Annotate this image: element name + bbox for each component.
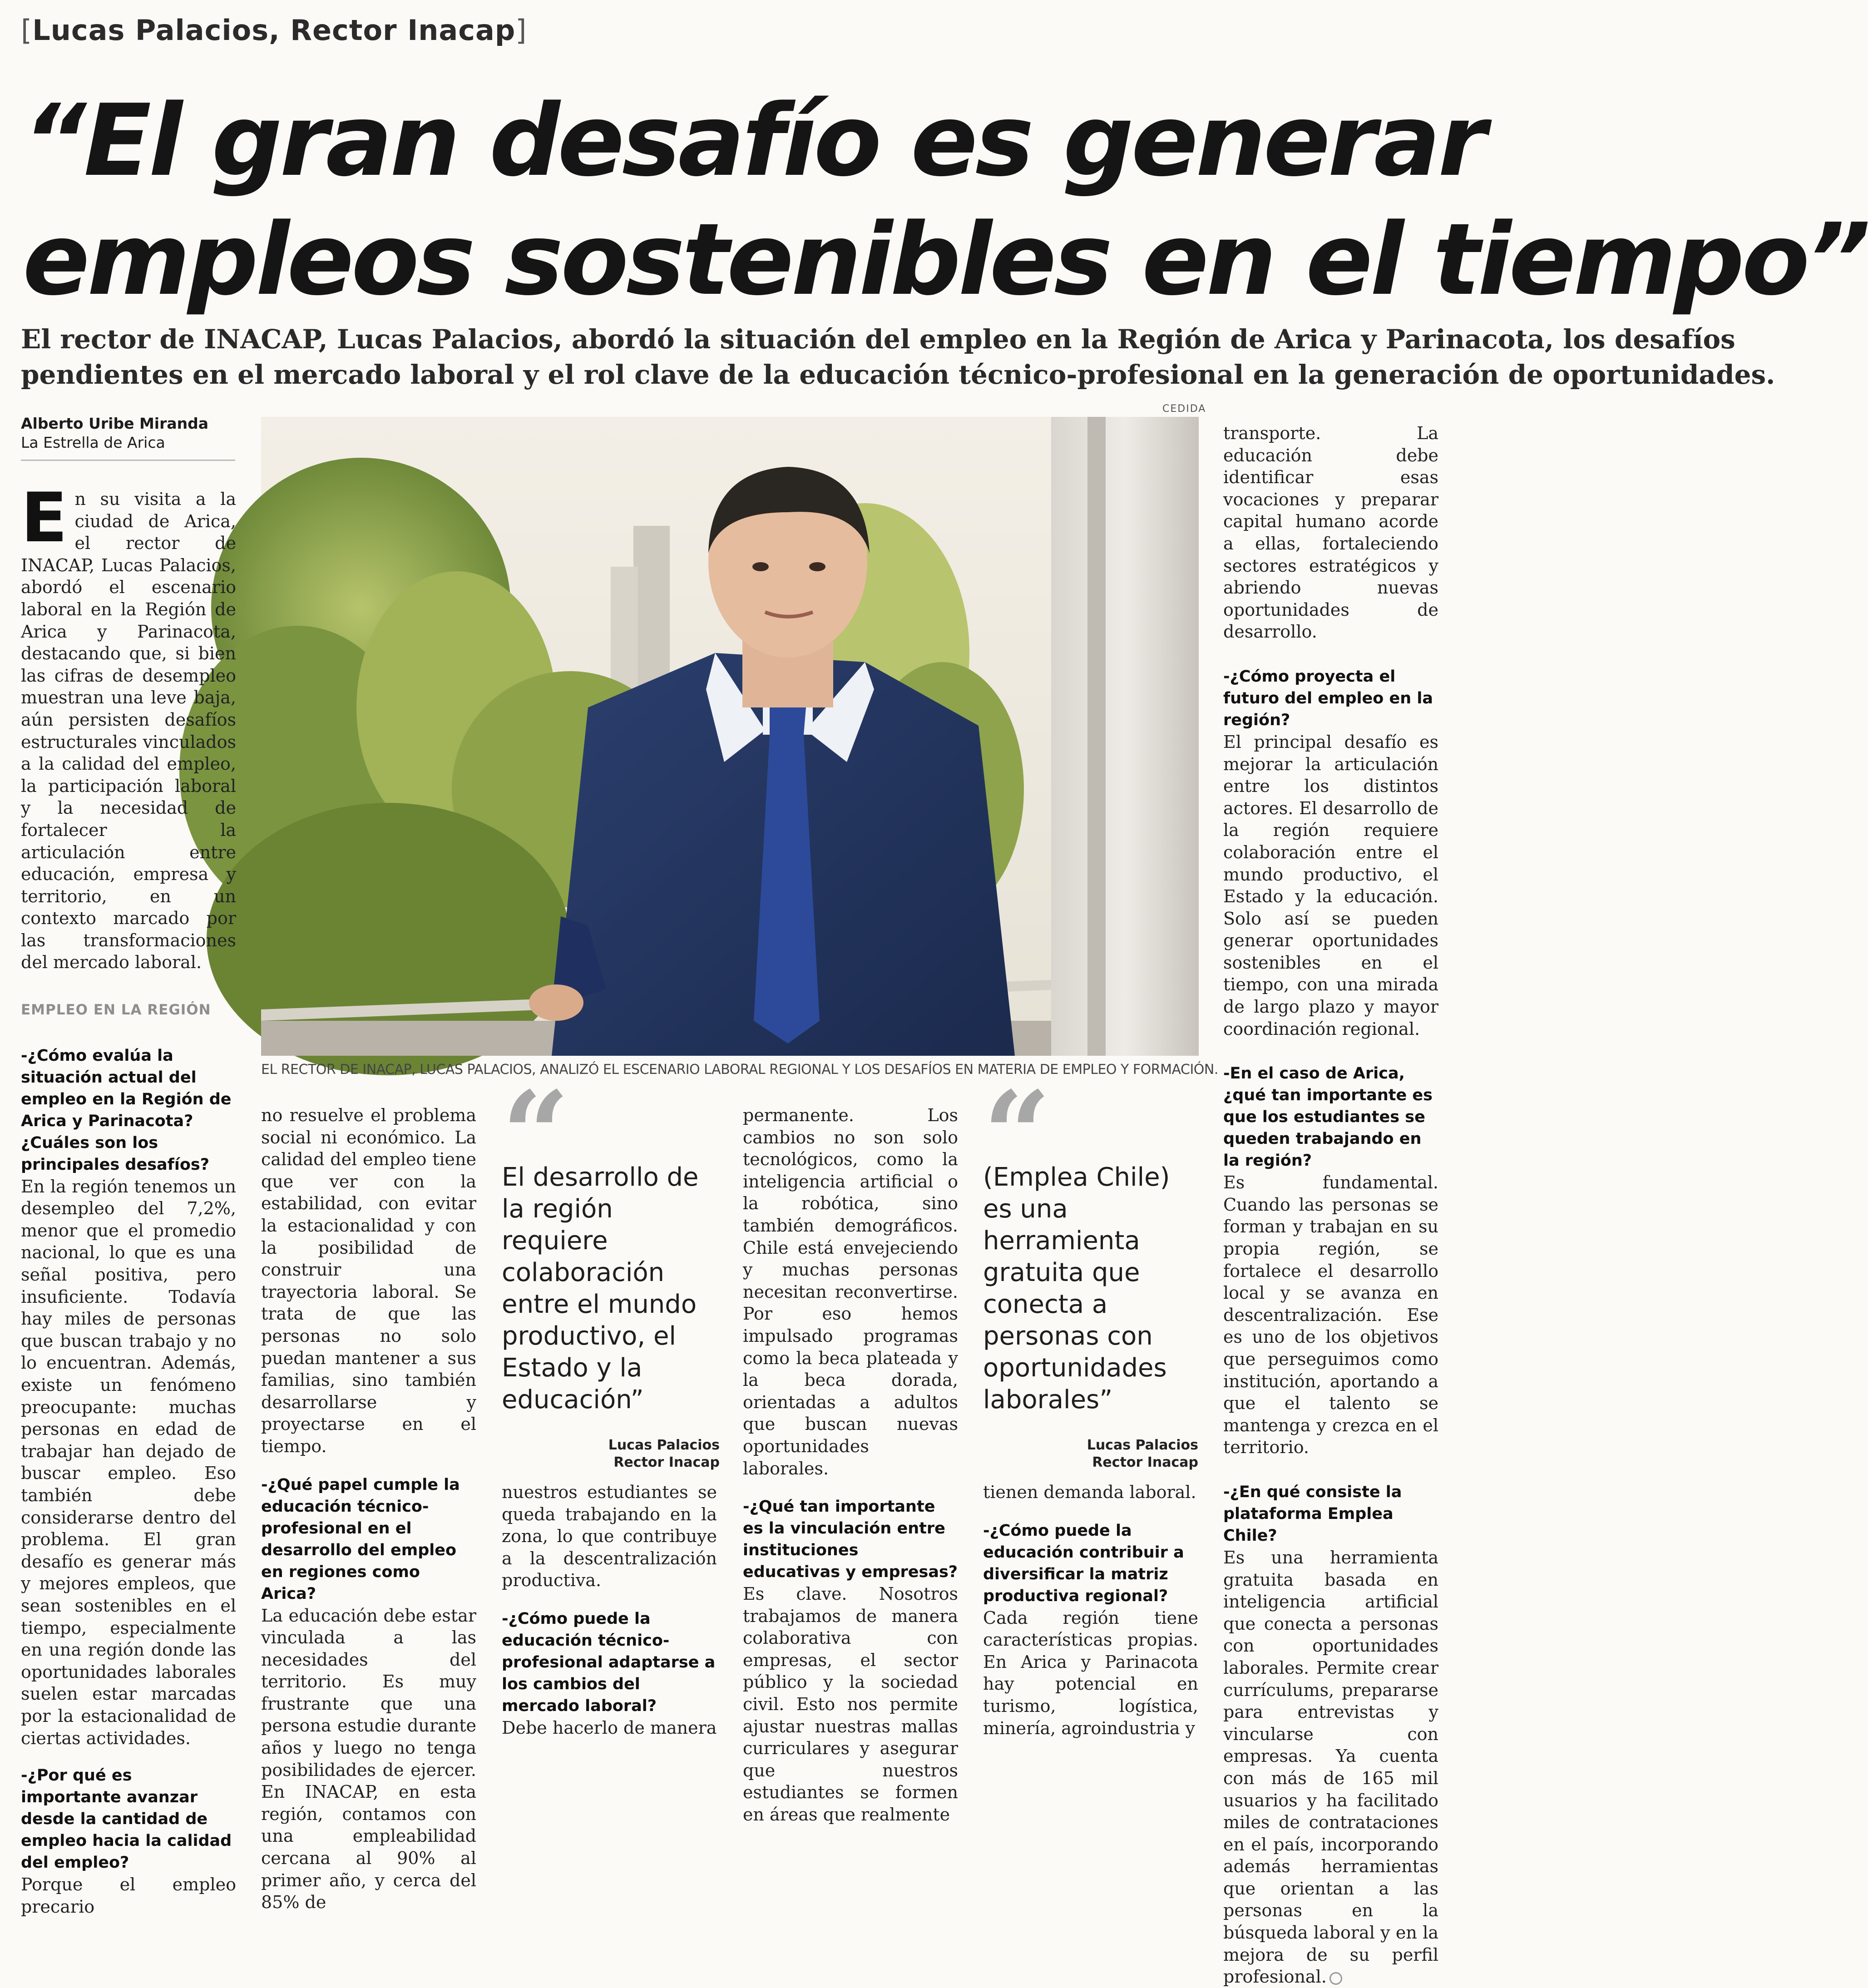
pullquote-1-name: Lucas Palacios [608,1437,720,1453]
byline-author: Alberto Uribe Miranda [21,415,209,432]
kicker-bracket-close: ] [515,14,527,47]
photo-credit: CEDIDA [1162,403,1206,415]
answer-6: Cada región tiene características propias. En Arica y Parinacota hay potencial en turismo, logística, minería, agroindustria y [983,1607,1198,1738]
byline-divider [21,460,235,461]
intro-text: n su visita a la ciudad de Arica, el rector de INACAP, Lucas Palacios, abordó el escenario laboral en la Región de Arica y Parinacota, destacando que, si bien las cifras de desempleo muestran una leve baja, aún persisten desafíos estructurales vinculados a la calidad del empleo, la participación laboral y la necesidad de fortalecer la articulación entre educación, empresa y territorio, en un contexto marcado por las transformaciones del mercado laboral. [21,489,236,973]
dropcap: E [21,479,68,558]
headline-line-1: “El gran desafío es generar [23,84,1484,198]
pullquote-2-name: Lucas Palacios [1087,1437,1198,1453]
answer-2-start: Porque el empleo precario [21,1874,236,1917]
deck [21,321,1775,392]
pullquote-1-text: El desarrollo de la región requiere colaboración entre el mundo productivo, el Estado y la educación” [502,1162,699,1414]
byline-outlet: La Estrella de Arica [21,434,165,451]
intro-paragraph [21,479,236,974]
rector-photo-illustration [261,417,1199,1056]
answer-7: El principal desafío es mejorar la articulación entre los distintos actores. El desarrollo de la región requiere colaboración entre el mundo productivo, el Estado y la educación. Solo así se pueden generar oportunidades sostenibles en el tiempo, con una mirada de largo plazo y mayor coordinación regional. [1223,732,1438,1039]
column-4 [743,1104,958,1826]
kicker-bracket-open: [ [21,14,33,47]
column-5 [983,1481,1198,1739]
answer-3-continued: nuestros estudiantes se queda trabajando en la zona, lo que contribuye a la descentralización productiva. [502,1482,717,1591]
question-6: -¿Cómo puede la educación contribuir a diversificar la matriz productiva regional? [983,1521,1184,1605]
pullquote-1-role: Rector Inacap [613,1454,720,1470]
quote-mark-icon: “ [983,1066,1038,1204]
pullquote-1-source [502,1437,720,1471]
column-1 [21,479,236,1918]
photo-caption: EL RECTOR DE INACAP, LUCAS PALACIOS, ANALIZÓ EL ESCENARIO LABORAL REGIONAL Y LOS DESAFÍOS EN MATERIA DE EMPLEO Y FORMACIÓN. [261,1062,1218,1078]
answer-1: En la región tenemos un desempleo del 7,2%, menor que el promedio nacional, lo que es una señal positiva, pero insuficiente. Todavía hay miles de personas que buscan trabajo y no lo encuentran. Además, existe un fenómeno preocupante: muchas personas en edad de trabajar han dejado de buscar empleo. Eso también debe considerarse dentro del problema. El gran desafío es generar más y mejores empleos, que sean sostenibles en el tiempo, especialmente en una región donde las oportunidades laborales suelen estar marcadas por la estacionalidad de ciertas actividades. [21,1176,236,1748]
pullquote-1 [502,1066,720,1471]
quote-mark-icon: “ [502,1066,556,1204]
rector-photo [261,417,1199,1056]
byline [21,414,208,452]
answer-5-continued: tienen demanda laboral. [983,1482,1196,1502]
question-1: -¿Cómo evalúa la situación actual del empleo en la Región de Arica y Parinacota? ¿Cuáles son los principales desafíos? [21,1046,232,1174]
question-2: -¿Por qué es importante avanzar desde la cantidad de empleo hacia la calidad del empleo? [21,1766,232,1872]
question-9: -¿En qué consiste la plataforma Emplea Chile? [1223,1483,1402,1545]
column-3 [502,1481,717,1739]
answer-5: Es clave. Nosotros trabajamos de manera colaborativa con empresas, el sector público y la sociedad civil. Esto nos permite ajustar nuestras mallas curriculares y asegurar que nuestros estudiantes se formen en áreas que realmente [743,1584,958,1825]
pullquote-2-role: Rector Inacap [1092,1454,1198,1470]
headline-line-2: empleos sostenibles en el tiempo” [23,203,1868,317]
answer-4-start: Debe hacerlo de manera [502,1717,717,1738]
deck-line-2: pendientes en el mercado laboral y el rol clave de la educación técnico-profesional en la generación de oportunidades. [21,359,1775,390]
headline [23,82,1868,320]
kicker [21,14,527,47]
answer-8: Es fundamental. Cuando las personas se forman y trabajan en su propia región, se fortalece el desarrollo local y se avanza en descentralización. Ese es uno de los objetivos que perseguimos como institución, aportando a que el talento se mantenga y crezca en el territorio. [1223,1172,1438,1458]
answer-2-continued: no resuelve el problema social ni económico. La calidad del empleo tiene que ver con la estabilidad, con evitar la estacionalidad y con la posibilidad de construir una trayectoria laboral. Se trata de que las personas no solo puedan mantener a sus familias, sino también desarrollarse y proyectarse en el tiempo. [261,1105,476,1456]
section-label: EMPLEO EN LA REGIÓN [21,1002,211,1019]
question-3: -¿Qué papel cumple la educación técnico-profesional en el desarrollo del empleo en regiones como Arica? [261,1475,460,1603]
pullquote-2-source [983,1437,1198,1471]
column-6 [1223,422,1438,1988]
question-5: -¿Qué tan importante es la vinculación entre instituciones educativas y empresas? [743,1498,958,1582]
kicker-text: Lucas Palacios, Rector Inacap [32,14,516,47]
question-8: -En el caso de Arica, ¿qué tan importante es que los estudiantes se queden trabajando en la región? [1223,1064,1433,1170]
answer-4-continued: permanente. Los cambios no son solo tecnológicos, como la inteligencia artificial o la robótica, sino también demográficos. Chile está envejeciendo y muchas personas necesitan reconvertirse. Por eso hemos impulsado programas como la beca plateada y la beca dorada, orientadas a adultos que buscan nuevas oportunidades laborales. [743,1105,958,1479]
answer-6-continued: transporte. La educación debe identificar esas vocaciones y preparar capital humano acorde a ellas, fortaleciendo sectores estratégicos y abriendo nuevas oportunidades de desarrollo. [1223,423,1438,642]
answer-3: La educación debe estar vinculada a las necesidades del territorio. Es muy frustrante que una persona estudie durante años y luego no tenga posibilidades de ejercer. En INACAP, en esta región, contamos con una empleabilidad cercana al 90% al primer año, y cerca del 85% de [261,1605,476,1913]
question-4: -¿Cómo puede la educación técnico-profesional adaptarse a los cambios del mercado laboral? [502,1609,716,1715]
end-mark-icon [1329,1972,1342,1985]
pullquote-2 [983,1066,1198,1471]
answer-9-text: Es una herramienta gratuita basada en inteligencia artificial que conecta a personas con oportunidades laborales. Permite crear currículums, prepararse para entrevistas y vincularse con empresas. Ya cuenta con más de 165 mil usuarios y ha facilitado miles de contrataciones en el país, incorporando además herramientas que orientan a las personas en la búsqueda laboral y en la mejora de su perfil profesional. [1223,1547,1438,1987]
column-2 [261,1104,476,1914]
deck-line-1: El rector de INACAP, Lucas Palacios, abordó la situación del empleo en la Región de Arica y Parinacota, los desafíos [21,324,1735,355]
question-7: -¿Cómo proyecta el futuro del empleo en la región? [1223,667,1433,729]
pullquote-2-text: (Emplea Chile) es una herramienta gratuita que conecta a personas con oportunidades laborales” [983,1162,1170,1414]
answer-9 [1223,1547,1438,1988]
